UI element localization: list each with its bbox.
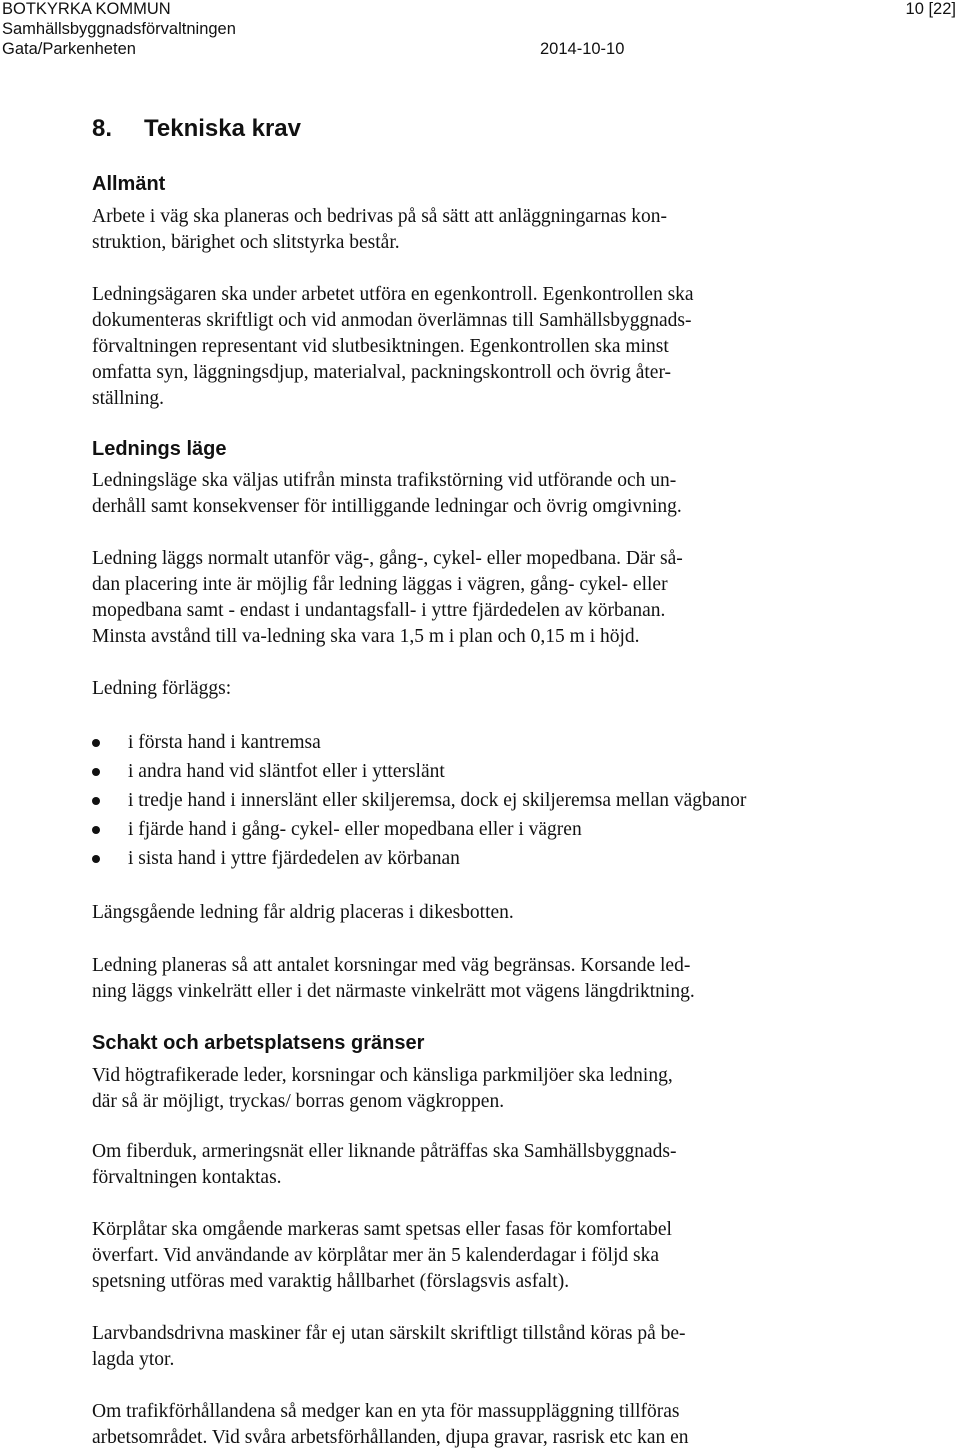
text-line: Om trafikförhållandena så medger kan en yta för massuppläggning tillföras xyxy=(92,1401,680,1422)
text-line: förvaltningen representant vid slutbesiktningen. Egenkontrollen ska minst xyxy=(92,336,669,357)
section-title: Tekniska krav xyxy=(144,115,301,142)
text-line: Ledningsläge ska väljas utifrån minsta trafikstörning vid utförande och un- xyxy=(92,470,677,491)
text-line: derhåll samt konsekvenser för intilliggande ledningar och övrig omgivning. xyxy=(92,496,682,517)
paragraph-schakt-4 xyxy=(92,1321,686,1373)
text-line: Ledningsägaren ska under arbetet utföra en egenkontroll. Egenkontrollen ska xyxy=(92,284,694,305)
bullet-icon xyxy=(92,768,100,776)
list-item-text: i fjärde hand i gång- cykel- eller mopedbana eller i vägren xyxy=(128,819,582,840)
header-unit: Gata/Parkenheten xyxy=(2,40,136,58)
paragraph-lednings-lage-3 xyxy=(92,900,514,926)
header-org: BOTKYRKA KOMMUN xyxy=(2,0,171,18)
heading-schakt: Schakt och arbetsplatsens gränser xyxy=(92,1032,425,1054)
bullet-icon xyxy=(92,826,100,834)
bullet-icon xyxy=(92,797,100,805)
header-date: 2014-10-10 xyxy=(540,40,625,58)
paragraph-schakt-5 xyxy=(92,1399,689,1451)
text-line: omfatta syn, läggningsdjup, materialval, packningskontroll och övrig åter- xyxy=(92,362,672,383)
text-line: Minsta avstånd till va-ledning ska vara 1,5 m i plan och 0,15 m i höjd. xyxy=(92,626,640,647)
list-item-text: i tredje hand i innerslänt eller skiljeremsa, dock ej skiljeremsa mellan vägbanor xyxy=(128,790,747,811)
text-line: Längsgående ledning får aldrig placeras i dikesbotten. xyxy=(92,902,514,923)
paragraph-allmant-1 xyxy=(92,204,667,256)
text-line: Körplåtar ska omgående markeras samt spetsas eller fasas för komfortabel xyxy=(92,1219,672,1240)
text-line: struktion, bärighet och slitstyrka består. xyxy=(92,232,400,253)
paragraph-lednings-lage-2 xyxy=(92,546,683,650)
list-item-text: i första hand i kantremsa xyxy=(128,732,321,753)
list-item-text: i sista hand i yttre fjärdedelen av körbanan xyxy=(128,848,460,869)
header-page-number: 10 [22] xyxy=(905,0,956,18)
text-line: Ledning förläggs: xyxy=(92,678,232,699)
paragraph-lednings-lage-4 xyxy=(92,953,695,1005)
heading-allmant: Allmänt xyxy=(92,173,166,195)
paragraph-lednings-lage-1 xyxy=(92,468,682,520)
text-line: dokumenteras skriftligt och vid anmodan överlämnas till Samhällsbyggnads- xyxy=(92,310,692,331)
text-line: arbetsområdet. Vid svåra arbetsförhållanden, djupa gravar, rasrisk etc kan en xyxy=(92,1427,689,1448)
text-line: spetsning utföras med varaktig hållbarhet (förslagsvis asfalt). xyxy=(92,1271,570,1292)
text-line: överfart. Vid användande av körplåtar mer än 5 kalenderdagar i följd ska xyxy=(92,1245,659,1266)
header-dept: Samhällsbyggnadsförvaltningen xyxy=(2,20,236,38)
heading-lednings-lage: Lednings läge xyxy=(92,438,227,460)
paragraph-schakt-1 xyxy=(92,1063,673,1115)
paragraph-schakt-3 xyxy=(92,1217,672,1295)
text-line: Larvbandsdrivna maskiner får ej utan särskilt skriftligt tillstånd köras på be- xyxy=(92,1323,686,1344)
text-line: förvaltningen kontaktas. xyxy=(92,1167,282,1188)
text-line: Vid högtrafikerade leder, korsningar och känsliga parkmiljöer ska ledning, xyxy=(92,1065,673,1086)
section-heading xyxy=(92,114,301,144)
text-line: Om fiberduk, armeringsnät eller liknande påträffas ska Samhällsbyggnads- xyxy=(92,1141,677,1162)
paragraph-schakt-2 xyxy=(92,1139,676,1191)
list-item-text: i andra hand vid släntfot eller i ytterslänt xyxy=(128,761,445,782)
text-line: dan placering inte är möjlig får ledning läggas i vägren, gång- cykel- eller xyxy=(92,574,668,595)
list-intro xyxy=(92,676,231,702)
text-line: där så är möjligt, tryckas/ borras genom vägkroppen. xyxy=(92,1091,505,1112)
bullet-icon xyxy=(92,739,100,747)
paragraph-allmant-2 xyxy=(92,282,694,412)
text-line: ning läggs vinkelrätt eller i det närmaste vinkelrätt mot vägens längdriktning. xyxy=(92,981,695,1002)
text-line: Arbete i väg ska planeras och bedrivas på så sätt att anläggningarnas kon- xyxy=(92,206,668,227)
text-line: lagda ytor. xyxy=(92,1349,175,1370)
text-line: mopedbana samt - endast i undantagsfall- i yttre fjärdedelen av körbanan. xyxy=(92,600,666,621)
text-line: Ledning planeras så att antalet korsningar med väg begränsas. Korsande led- xyxy=(92,955,691,976)
bullet-icon xyxy=(92,855,100,863)
text-line: Ledning läggs normalt utanför väg-, gång-, cykel- eller mopedbana. Där så- xyxy=(92,548,683,569)
text-line: ställning. xyxy=(92,388,165,409)
section-number: 8. xyxy=(92,115,113,142)
